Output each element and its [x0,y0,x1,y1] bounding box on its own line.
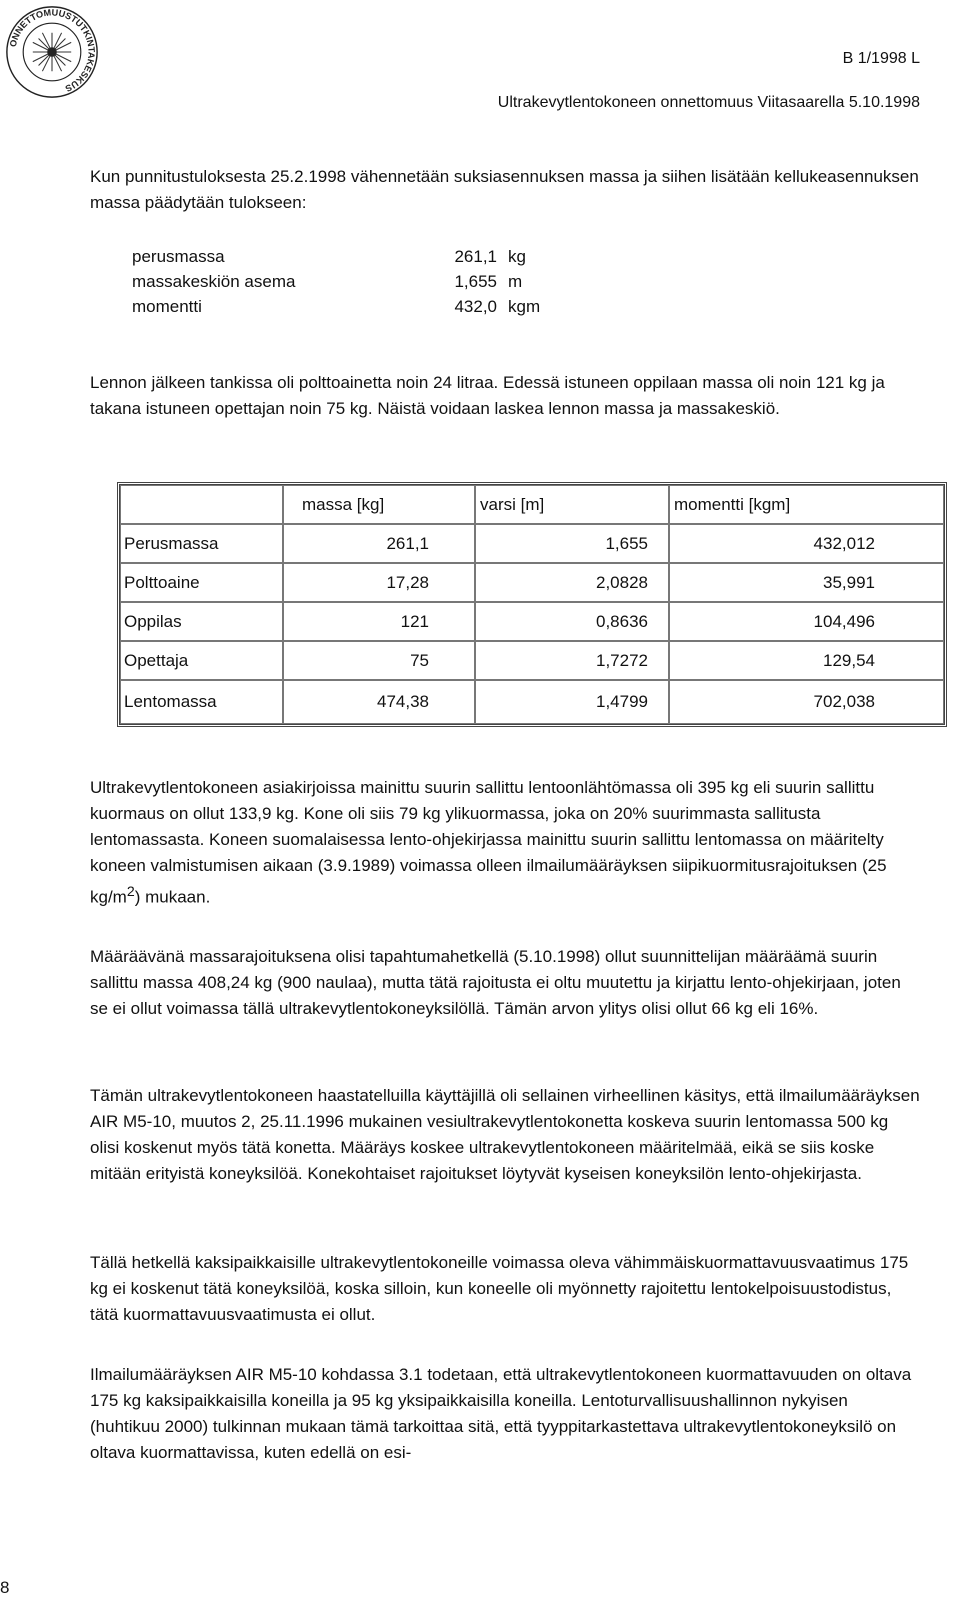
summary-unit: kg [508,247,526,266]
summary-unit: m [508,272,523,291]
limits-superscript: 2 [126,884,135,900]
table-header-cell [120,485,283,524]
summary-label: momentti [132,297,202,316]
table-header-cell: massa [kg] [283,485,475,524]
svg-text:ONNETTOMUUSTUTKINTAKESKUS: ONNETTOMUUSTUTKINTAKESKUS [7,7,97,94]
summary-value: 432,0 [454,297,497,316]
flight-paragraph: Lennon jälkeen tankissa oli polttoainetta noin 24 litraa. Edessä istuneen oppilaan massa oli noin 121 kg ja takana istuneen opettajan noin 75 kg. Näistä voidaan laskea lennon massa ja massakeskiö. [90,373,885,418]
table-cell: Lentomassa [120,680,283,724]
users-paragraph: Tämän ultrakevytlentokoneen haastatelluilla käyttäjillä oli sellainen virheellinen käsitys, että ilmailumääräyksen AIR M5-10, muutos 2, 25.11.1996 mukainen vesiultrakevytlentokonetta koskeva suurin lentomassa 500 kg olisi koskenut myös tätä konetta. Määräys koskee ultrakevytlentokoneen määritelmää, eikä se siis koske mitään erityistä koneyksilöä. Konekohtaiset rajoitukset löytyvät kyseisen koneyksilön lento-ohjekirjasta. [90,1086,920,1183]
limits-paragraph [90,775,920,911]
document-id: B 1/1998 L [842,50,920,67]
document-subtitle: Ultrakevytlentokoneen onnettomuus Viitasaarella 5.10.1998 [497,94,920,111]
table-cell: 121 [283,602,475,641]
summary-value: 261,1 [454,247,497,266]
table-cell: 17,28 [283,563,475,602]
table-cell: 2,0828 [475,563,669,602]
summary-label: massakeskiön asema [132,272,296,291]
requirement-paragraph: Tällä hetkellä kaksipaikkaisille ultrakevytlentokoneille voimassa oleva vähimmäiskuormattavuusvaatimus 175 kg ei koskenut tätä koneyksilöä, koska silloin, kun koneelle oli myönnetty rajoitettu lentokelpoisuustodistus, tätä kuormattavuusvaatimusta ei ollut. [90,1253,909,1324]
table-cell: 129,54 [669,641,944,680]
intro-paragraph: Kun punnitustuloksesta 25.2.1998 vähennetään suksiasennuksen massa ja siihen lisätään kellukeasennuksen massa päädytään tulokseen: [90,167,919,212]
table-row [120,524,944,563]
regulation-paragraph: Ilmailumääräyksen AIR M5-10 kohdassa 3.1 todetaan, että ultrakevytlentokoneen kuormattavuuden on oltava 175 kg kaksipaikkaisilla koneilla ja 95 kg yksipaikkaisilla koneilla. Lentoturvallisuushallinnon nykyisen (huhtikuu 2000) tulkinnan mukaan tämä tarkoittaa sitä, että tyyppitarkastettava ultrakevytlentokoneyksilö on oltava kuormattavissa, kuten edellä on esi- [90,1365,912,1462]
limits-text-end: ) mukaan. [134,887,211,907]
page-number: 8 [0,1578,10,1597]
designer-paragraph: Määräävänä massarajoituksena olisi tapahtumahetkellä (5.10.1998) ollut suunnittelijan määräämä suurin sallittu massa 408,24 kg (900 naulaa), mutta tätä rajoitusta ei oltu muutettu ja kirjattu lento-ohjekirjaan, joten se ei ollut voimassa tällä ultrakevytlentokoneyksilöllä. Tämän arvon ylitys olisi ollut 66 kg eli 16%. [90,947,901,1018]
table-cell: 1,655 [475,524,669,563]
table-cell: 1,4799 [475,680,669,724]
agency-logo [4,4,100,100]
table-row [120,602,944,641]
table-cell: 261,1 [283,524,475,563]
table-cell: 35,991 [669,563,944,602]
table-row [120,680,944,724]
table-cell: 104,496 [669,602,944,641]
limits-text: Ultrakevytlentokoneen asiakirjoissa mainittu suurin sallittu lentoonlähtömassa oli 395 kg eli suurin sallittu kuormaus on ollut 133,9 kg. Kone oli siis 79 kg ylikuormassa, joka on 20% suurimmasta sallitusta lentomassasta. Koneen suomalaisessa lento-ohjekirjassa mainittu suurin sallittu lentomassa on määritelty koneen valmistumisen aikaan (3.9.1989) voimassa olleen ilmailumääräyksen siipikuormitusrajoituksen (25 kg/m [90,778,887,907]
table-header-cell: varsi [m] [475,485,669,524]
summary-value: 1,655 [454,272,497,291]
table-cell: 702,038 [669,680,944,724]
mass-balance-table [117,482,947,727]
table-cell: Opettaja [120,641,283,680]
table-header-cell: momentti [kgm] [669,485,944,524]
table-cell: Polttoaine [120,563,283,602]
table-cell: 0,8636 [475,602,669,641]
table-cell: 474,38 [283,680,475,724]
table-cell: Oppilas [120,602,283,641]
summary-label: perusmassa [132,247,225,266]
table-header-row [120,485,944,524]
table-row [120,641,944,680]
table-row [120,563,944,602]
table-cell: 1,7272 [475,641,669,680]
table-cell: Perusmassa [120,524,283,563]
summary-unit: kgm [508,297,541,316]
table-cell: 432,012 [669,524,944,563]
table-cell: 75 [283,641,475,680]
